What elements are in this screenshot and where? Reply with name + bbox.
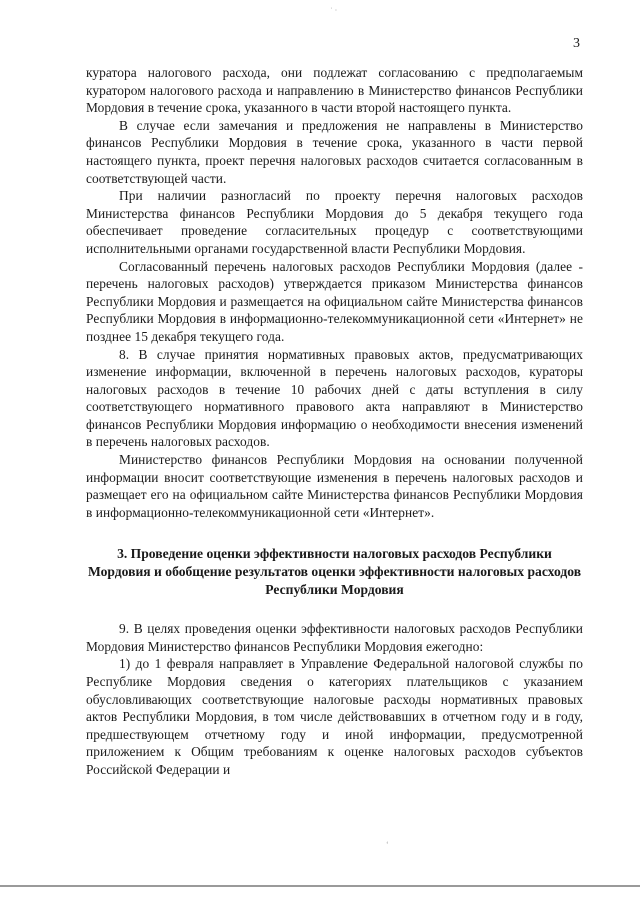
page-number: 3 (573, 36, 580, 51)
scan-artifact: ʻ (386, 840, 389, 849)
paragraph: 8. В случае принятия нормативных правовых актов, предусматривающих изменение информации, включенной в перечень налоговых расходов, кураторы налоговых расходов в течение 10 рабочих дней с даты вступления в силу соответствующего нормативного правового акта направляют в Министерство финансов Республики Мордовия информацию о необходимости внесения изменений в перечень налоговых расходов. (86, 346, 583, 450)
paragraph: 1) до 1 февраля направляет в Управление Федеральной налоговой службы по Республике Мордовия сведения о категориях плательщиков с указанием обусловливающих соответствующие налоговые расходы нормативных правовых актов Республики Мордовия, в том числе действовавших в отчетном году и в году, предшествующем отчетному году и иной информации, предусмотренной приложением к Общим требованиям к оценке налоговых расходов субъектов Российской Федерации и (86, 656, 583, 777)
scan-edge-line (0, 885, 640, 887)
paragraph: Согласованный перечень налоговых расходов Республики Мордовия (далее - перечень налоговых расходов) утверждается приказом Министерства финансов Республики Мордовия и размещается на официальном сайте Министерства финансов Республики Мордовия в информационно-телекоммуникационной сети «Интернет» не позднее 15 декабря текущего года. (86, 258, 583, 344)
paragraph: Министерство финансов Республики Мордовия на основании полученной информации вносит соответствующие изменения в перечень налоговых расходов и размещает его на официальном сайте Министерства финансов Республики Мордовия в информационно-телекоммуникационной сети «Интернет». (86, 452, 583, 520)
paragraph: В случае если замечания и предложения не направлены в Министерство финансов Республики Мордовия в течение срока, указанного в части первой настоящего пункта, проект перечня налоговых расходов считается согласованным в соответствующей части. (86, 117, 583, 186)
document-body (86, 64, 583, 779)
scan-artifact: ˙ · (330, 6, 338, 15)
paragraph: 9. В целях проведения оценки эффективности налоговых расходов Республики Мордовия Министерство финансов Республики Мордовия ежегодно: (86, 621, 583, 654)
paragraph: При наличии разногласий по проекту перечня налоговых расходов Министерства финансов Республики Мордовия до 5 декабря текущего года обеспечивает проведение согласительных процедур с соответствующими исполнительными органами государственной власти Республики Мордовия. (86, 188, 583, 256)
section-heading: 3. Проведение оценки эффективности налоговых расходов Республики Мордовия и обобщение результатов оценки эффективности налоговых расходов Республики Мордовия (87, 546, 582, 597)
paragraph: куратора налогового расхода, они подлежат согласованию с предполагаемым куратором налогового расхода и направлению в Министерство финансов Республики Мордовия в течение срока, указанного в части второй настоящего пункта. (86, 65, 583, 116)
